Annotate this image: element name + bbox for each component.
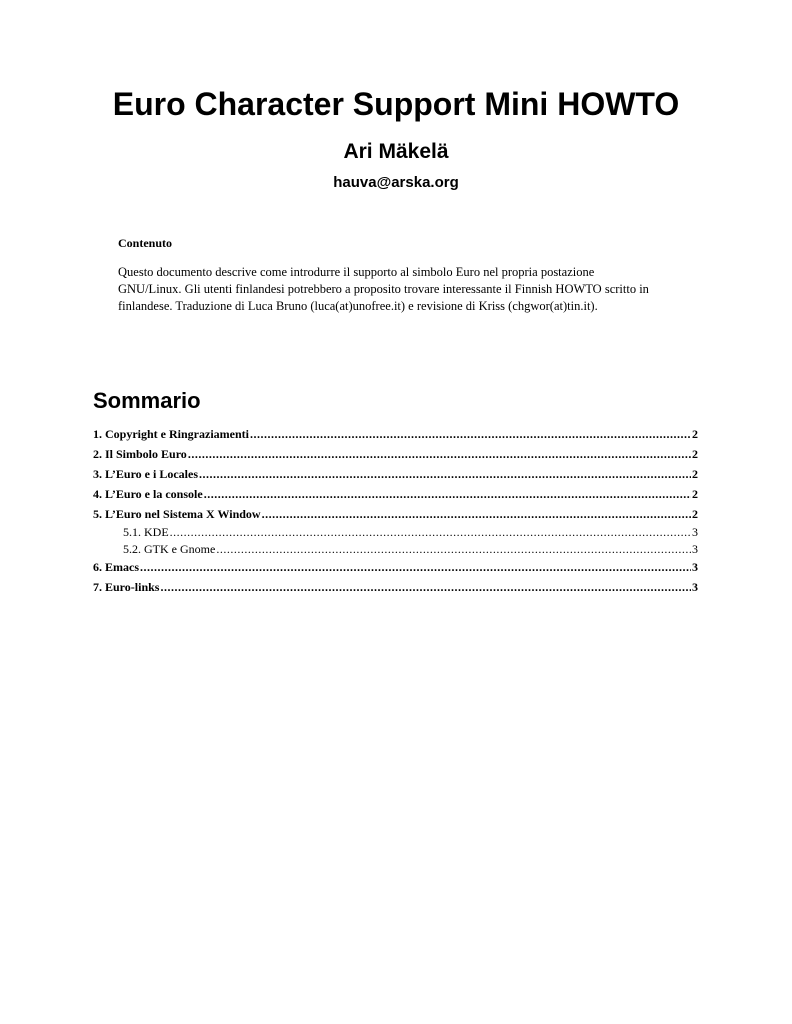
toc-entry-page[interactable]: 2	[692, 427, 698, 441]
toc-leader-dots	[188, 444, 691, 464]
toc-entry-label[interactable]: 2. Il Simbolo Euro	[93, 447, 187, 461]
toc-entry-label[interactable]: 5. L’Euro nel Sistema X Window	[93, 507, 261, 521]
abstract-heading: Contenuto	[118, 236, 173, 250]
toc-entry-label[interactable]: 4. L’Euro e la console	[93, 487, 203, 501]
toc-entry-page[interactable]: 3	[692, 560, 698, 574]
toc-entry[interactable]	[93, 484, 698, 504]
toc-leader-dots	[204, 484, 691, 504]
toc-entry-label[interactable]: 5.2. GTK e Gnome	[123, 541, 216, 556]
toc-entry-page[interactable]: 2	[692, 447, 698, 461]
toc-leader-dots	[262, 504, 691, 524]
toc-entry-label[interactable]: 1. Copyright e Ringraziamenti	[93, 427, 249, 441]
abstract-line: finlandese. Traduzione di Luca Bruno (luca(at)unofree.it) e revisione di Kriss (chgwor(at)tin.it).	[118, 299, 598, 313]
table-of-contents	[93, 424, 698, 597]
toc-subentry[interactable]	[93, 524, 698, 541]
toc-entry[interactable]	[93, 424, 698, 444]
toc-entry[interactable]	[93, 444, 698, 464]
toc-entry-page[interactable]: 3	[692, 541, 698, 556]
toc-entry-page[interactable]: 3	[692, 525, 698, 539]
author-email: hauva@arska.org	[333, 174, 459, 191]
abstract-text	[118, 264, 678, 315]
toc-subentry[interactable]	[93, 541, 698, 558]
toc-leader-dots	[140, 557, 691, 577]
abstract-line: Questo documento descrive come introdurre il supporto al simbolo Euro nel propria postazione	[118, 265, 595, 279]
toc-leader-dots	[250, 424, 691, 444]
toc-entry-page[interactable]: 2	[692, 487, 698, 501]
toc-leader-dots	[216, 541, 691, 558]
toc-entry-label[interactable]: 6. Emacs	[93, 560, 139, 574]
toc-entry-page[interactable]: 3	[692, 580, 698, 594]
toc-entry[interactable]	[93, 557, 698, 577]
toc-entry[interactable]	[93, 464, 698, 484]
toc-entry-label[interactable]: 7. Euro-links	[93, 580, 160, 594]
abstract-line: GNU/Linux. Gli utenti finlandesi potrebbero a proposito trovare interessante il Finnish HOWTO scritto in	[118, 282, 649, 296]
toc-heading: Sommario	[93, 388, 201, 413]
author-name: Ari Mäkelä	[343, 140, 449, 163]
toc-leader-dots	[199, 464, 691, 484]
toc-leader-dots	[160, 577, 691, 597]
toc-entry-page[interactable]: 2	[692, 467, 698, 481]
toc-entry[interactable]	[93, 577, 698, 597]
toc-entry-label[interactable]: 3. L’Euro e i Locales	[93, 467, 199, 481]
toc-leader-dots	[170, 524, 691, 541]
toc-entry-page[interactable]: 2	[692, 507, 698, 521]
toc-entry[interactable]	[93, 504, 698, 524]
document-title: Euro Character Support Mini HOWTO	[112, 86, 680, 122]
toc-entry-label[interactable]: 5.1. KDE	[123, 525, 169, 539]
